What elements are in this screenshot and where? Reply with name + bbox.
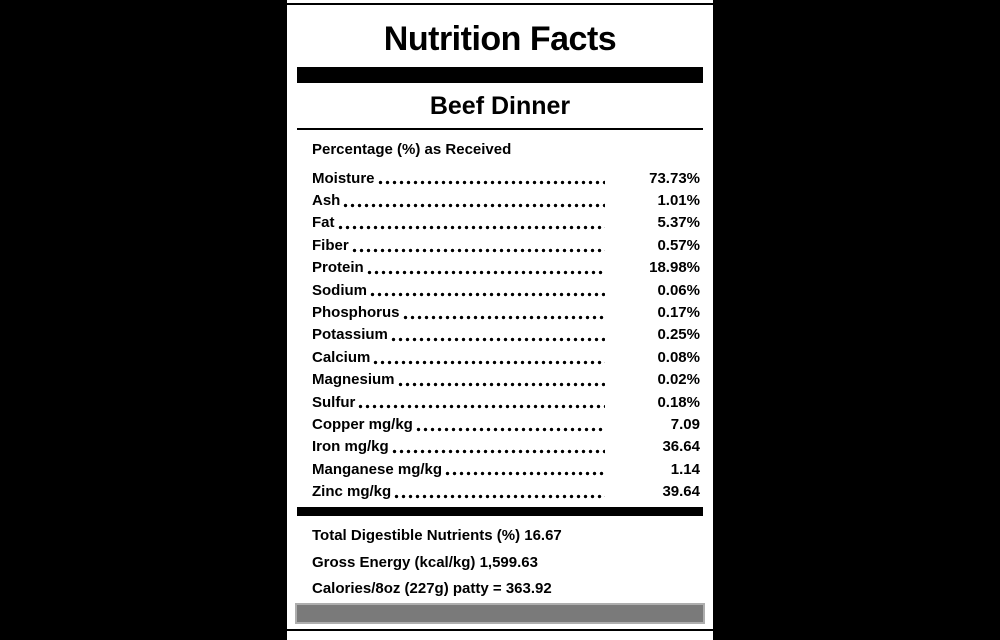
- nutrient-name: Magnesium: [312, 371, 395, 389]
- table-row: [312, 391, 700, 413]
- dot-leader: [372, 346, 605, 368]
- nutrient-value: 0.57%: [657, 236, 700, 254]
- nutrient-name: Ash: [312, 192, 341, 210]
- dot-leader: [397, 369, 605, 391]
- nutrient-name: Phosphorus: [312, 304, 400, 322]
- table-row: [312, 369, 700, 391]
- nutrient-value: 0.08%: [657, 348, 700, 366]
- nutrient-name: Fiber: [312, 236, 349, 254]
- nutrient-name: Sulfur: [312, 393, 356, 411]
- dot-leader: [402, 301, 605, 323]
- nutrient-value: 5.37%: [657, 214, 700, 232]
- nutrient-name: Zinc mg/kg: [312, 483, 392, 501]
- dot-leader: [357, 391, 605, 413]
- nutrient-name: Protein: [312, 259, 364, 277]
- bottom-rule: [287, 629, 713, 631]
- dot-leader: [366, 257, 605, 279]
- nutrient-value: 0.18%: [657, 393, 700, 411]
- nutrient-value: 36.64: [662, 438, 700, 456]
- nutrient-name: Calcium: [312, 348, 371, 366]
- dot-leader: [351, 234, 605, 256]
- nutrient-value: 0.17%: [657, 304, 700, 322]
- dot-leader: [393, 480, 605, 502]
- nutrient-name: Fat: [312, 214, 335, 232]
- nutrient-value: 0.02%: [657, 371, 700, 389]
- table-row: [312, 301, 700, 323]
- table-row: [312, 234, 700, 256]
- nutrient-name: Copper mg/kg: [312, 415, 413, 433]
- table-row: [312, 436, 700, 458]
- dot-leader: [390, 324, 605, 346]
- dot-leader: [342, 189, 605, 211]
- table-row: [312, 189, 700, 211]
- footer-line: Total Digestible Nutrients (%) 16.67: [312, 527, 562, 544]
- table-row: [312, 480, 700, 502]
- dot-leader: [415, 413, 605, 435]
- nutrition-label-panel: [287, 0, 713, 640]
- table-row: [312, 279, 700, 301]
- nutrient-name: Iron mg/kg: [312, 438, 389, 456]
- dot-leader: [337, 212, 606, 234]
- section-header: Percentage (%) as Received: [312, 141, 512, 158]
- subtitle-rule: [297, 128, 703, 130]
- product-name: Beef Dinner: [429, 92, 571, 120]
- footer-line: Gross Energy (kcal/kg) 1,599.63: [312, 553, 538, 571]
- table-row: [312, 257, 700, 279]
- label-title: Nutrition Facts: [383, 20, 617, 58]
- dot-leader: [377, 167, 605, 189]
- top-rule: [287, 3, 713, 5]
- dot-leader: [391, 436, 605, 458]
- dot-leader: [444, 458, 605, 480]
- nutrient-value: 18.98%: [649, 259, 700, 277]
- footer-line: Calories/8oz (227g) patty = 363.92: [312, 580, 552, 598]
- nutrient-name: Manganese mg/kg: [312, 460, 443, 478]
- footer-summary: [312, 523, 700, 603]
- table-row: [312, 458, 700, 480]
- bottom-gray-bar: [295, 603, 705, 624]
- nutrient-name: Moisture: [312, 169, 375, 187]
- nutrient-name: Sodium: [312, 281, 367, 299]
- nutrient-value: 73.73%: [649, 169, 700, 187]
- dot-leader: [369, 279, 605, 301]
- nutrient-name: Potassium: [312, 326, 388, 344]
- nutrient-value: 1.01%: [657, 192, 700, 210]
- table-row: [312, 346, 700, 368]
- nutrient-rows: [312, 167, 700, 503]
- nutrient-value: 1.14: [670, 460, 700, 478]
- nutrient-value: 7.09: [670, 415, 700, 433]
- title-separator-bar: [297, 67, 703, 83]
- nutrient-value: 0.06%: [657, 281, 700, 299]
- table-row: [312, 167, 700, 189]
- nutrient-value: 0.25%: [657, 326, 700, 344]
- footer-separator-bar: [297, 507, 703, 516]
- table-row: [312, 212, 700, 234]
- table-row: [312, 413, 700, 435]
- nutrient-value: 39.64: [662, 483, 700, 501]
- table-row: [312, 324, 700, 346]
